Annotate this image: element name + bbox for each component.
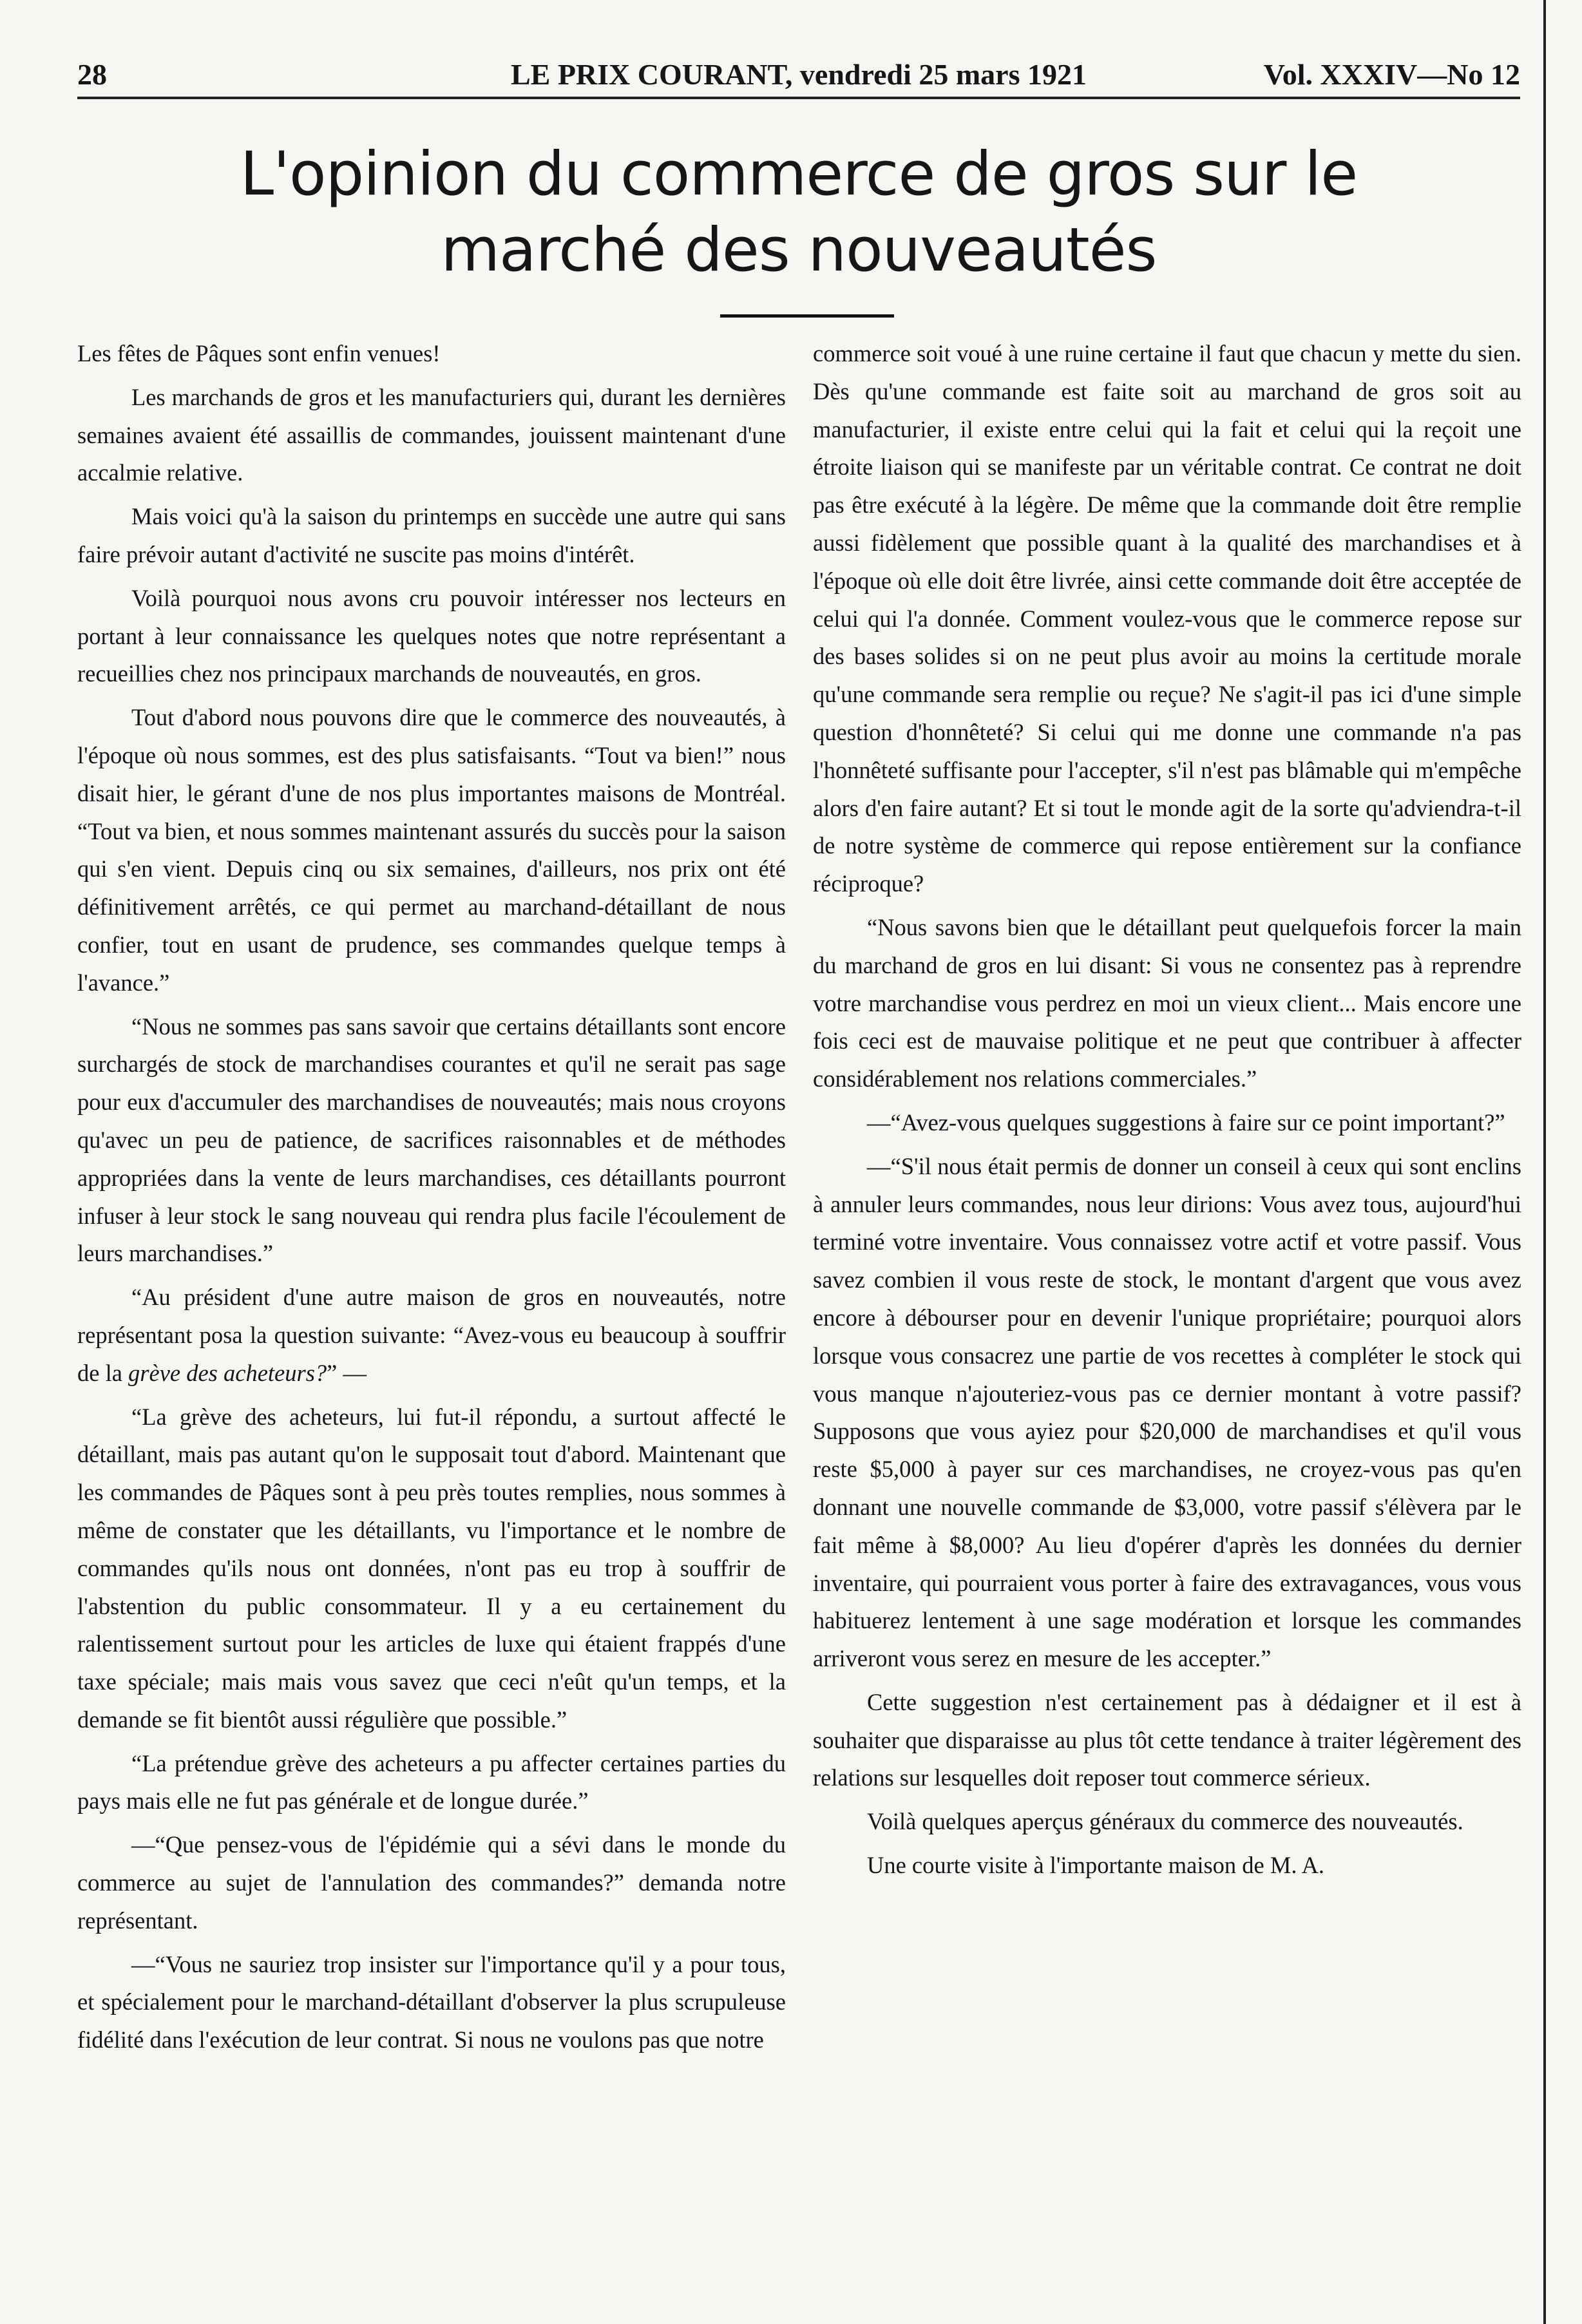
paragraph: Les fêtes de Pâques sont enfin venues!	[77, 340, 441, 367]
paragraph: Voilà quelques aperçus généraux du commerce des nouveautés.	[867, 1808, 1463, 1835]
paragraph: —“S'il nous était permis de donner un conseil à ceux qui sont enclins à annuler leurs commandes, nous leur dirions: Vous avez tous, aujourd'hui terminé votre inventaire. Vous connaissez votre actif et votre passif. Vous savez combien il vous reste de stock, le montant d'argent que vous avez encore à débourser pour en devenir l'unique propriétaire; pourquoi alors lorsque vous consacrez une partie de vos recettes à compléter le stock qui vous manque n'ajouteriez-vous pas ce dernier montant à votre passif? Supposons que vous ayiez pour $20,000 de marchandises et qu'il vous reste $5,000 à payer sur ces marchandises, ne croyez-vous pas qu'en donnant une nouvelle commande de $3,000, votre passif s'élèvera par le fait même à $8,000? Au lieu d'opérer d'après les données du dernier inventaire, qui pourraient vous porter à faire des extravagances, vous vous habituerez lentement à une sage modération et lorsque les commandes arriveront vous serez en mesure de les accepter.”	[813, 1152, 1521, 1672]
paragraph: Cette suggestion n'est certainement pas à dédaigner et il est à souhaiter que disparaisse au plus tôt cette tendance à traiter légèrement des relations sur lesquelles doit reposer tout commerce sérieux.	[813, 1688, 1521, 1791]
article-title-line-2: marché des nouveautés	[441, 215, 1157, 285]
paragraph: Une courte visite à l'importante maison de M. A.	[867, 1852, 1325, 1879]
paragraph: commerce soit voué à une ruine certaine il faut que chacun y mette du sien. Dès qu'une commande est faite soit au marchand de gros soit au manufacturier, il existe entre celui qui la fait et celui qui la reçoit une étroite liaison qui se manifeste par un véritable contrat. Ce contrat ne doit pas être exécuté à la légère. De même que la commande doit être remplie aussi fidèlement que possible quant à la qualité des marchandises et à l'époque où elle doit être livrée, ainsi cette commande doit être acceptée de celui qui l'a donnée. Comment voulez-vous que le commerce repose sur des bases solides si on ne peut plus avoir au moins la certitude morale qu'une commande sera remplie ou reçue? Ne s'agit-il pas ici d'une simple question d'honnêteté? Si celui qui me donne une commande n'a pas l'honnêteté suffisante pour l'accepter, s'il n'est pas blâmable qui m'empêche alors d'en faire autant? Et si tout le monde agit de la sorte qu'adviendra-t-il de notre système de commerce qui repose entièrement sur la confiance réciproque?	[813, 340, 1521, 897]
volume-number: Vol. XXXIV—No 12	[1263, 58, 1520, 91]
paragraph: “La grève des acheteurs, lui fut-il répondu, a surtout affecté le détaillant, mais pas autant qu'on le supposait tout d'abord. Maintenant que les commandes de Pâques sont à peu près toutes remplies, nous sommes à même de constater que les détaillants, vu l'importance et le nombre de commandes qu'ils nous ont données, n'ont pas eu trop à souffrir de l'abstention du public consommateur. Il y a eu certainement du ralentissement surtout pour les articles de luxe qui étaient frappés d'une taxe spéciale; mais mais vous savez que ceci n'eût qu'un temps, et la demande se fit bientôt aussi régulière que possible.”	[77, 1403, 786, 1733]
paragraph-text: “Au président d'une autre maison de gros en nouveautés, notre représentant posa la question suivante: “Avez-vous eu beaucoup à souffrir de la	[77, 1284, 786, 1386]
running-header	[77, 49, 1520, 100]
paragraph: Mais voici qu'à la saison du printemps en succède une autre qui sans faire prévoir autant d'activité ne suscite pas moins d'intérêt.	[77, 503, 786, 567]
paragraph	[77, 1279, 786, 1392]
page-edge-rule	[1543, 0, 1546, 2324]
article-title	[129, 137, 1469, 289]
paragraph: —“Avez-vous quelques suggestions à faire sur ce point important?”	[867, 1109, 1505, 1136]
right-column	[813, 335, 1521, 1891]
paragraph: —“Vous ne sauriez trop insister sur l'importance qu'il y a pour tous, et spécialement pour le marchand-détaillant d'observer la plus scrupuleuse fidélité dans l'exécution de leur contrat. Si nous ne voulons pas que notre	[77, 1950, 786, 2053]
italic-phrase: grève des acheteurs?	[128, 1359, 327, 1386]
paragraph: “La prétendue grève des acheteurs a pu affecter certaines parties du pays mais elle ne fut pas générale et de longue durée.”	[77, 1749, 786, 1814]
title-divider	[720, 314, 894, 318]
page-number: 28	[77, 58, 107, 91]
paragraph: “Nous ne sommes pas sans savoir que certains détaillants sont encore surchargés de stock de marchandises courantes et qu'il ne serait pas sage pour eux d'accumuler des marchandises de nouveautés; mais nous croyons qu'avec un peu de patience, de sacrifices raisonnables et de méthodes appropriées dans la vente de leurs marchandises, ces détaillants pourront infuser à leur stock le sang nouveau qui rendra plus facile l'écoulement de leurs marchandises.”	[77, 1013, 786, 1267]
paragraph: —“Que pensez-vous de l'épidémie qui a sévi dans le monde du commerce au sujet de l'annulation des commandes?” demanda notre représentant.	[77, 1831, 786, 1934]
publication-date-line: LE PRIX COURANT, vendredi 25 mars 1921	[510, 58, 1087, 91]
paragraph: Voilà pourquoi nous avons cru pouvoir intéresser nos lecteurs en portant à leur connaissance les quelques notes que notre représentant a recueillies chez nos principaux marchands de nouveautés, en gros.	[77, 584, 786, 687]
article-title-line-1: L'opinion du commerce de gros sur le	[240, 139, 1358, 209]
paragraph: Les marchands de gros et les manufacturiers qui, durant les dernières semaines avaient été assaillis de commandes, jouissent maintenant d'une accalmie relative.	[77, 383, 786, 486]
paragraph: Tout d'abord nous pouvons dire que le commerce des nouveautés, à l'époque où nous sommes, est des plus satisfaisants. “Tout va bien!” nous disait hier, le gérant d'une de nos plus importantes maisons de Montréal. “Tout va bien, et nous sommes maintenant assurés du succès pour la saison qui s'en vient. Depuis cinq ou six semaines, d'ailleurs, nos prix ont été définitivement arrêtés, ce qui permet au marchand-détaillant de nous confier, tout en usant de prudence, ses commandes quelque temps à l'avance.”	[77, 704, 786, 996]
paragraph-text: ” —	[327, 1359, 367, 1386]
paragraph: “Nous savons bien que le détaillant peut quelquefois forcer la main du marchand de gros en lui disant: Si vous ne consentez pas à reprendre votre marchandise vous perdrez en moi un vieux client... Mais encore une fois ceci est de mauvaise politique et ne peut que contribuer à affecter considérablement nos relations commerciales.”	[813, 913, 1521, 1092]
header-rule	[77, 97, 1520, 99]
left-column	[77, 335, 786, 2065]
